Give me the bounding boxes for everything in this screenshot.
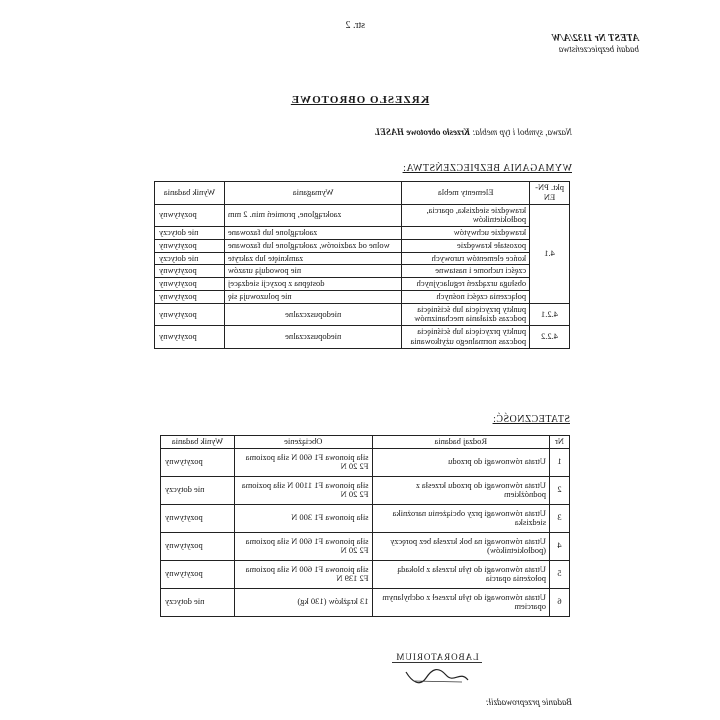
column-header: Wynik badania (161, 436, 235, 449)
table-row (161, 448, 570, 476)
result-cell: pozytywny (155, 290, 225, 303)
result-cell: nie dotyczy (155, 252, 225, 265)
requirement-cell: niedopuszczalne (224, 303, 401, 326)
safety-heading: WYMAGANIA BEZPIECZEŃSTWA: (402, 163, 572, 174)
table-row (155, 265, 570, 278)
result-cell: pozytywny (161, 448, 235, 476)
test-number-cell: 5 (550, 560, 570, 588)
requirement-cell: nie poluzowują się (224, 290, 401, 303)
requirement-cell: zaokrąglone lub fazowane (224, 227, 401, 240)
furniture-name-value: Krzesło obrotowe HASEL (374, 127, 470, 137)
load-cell: siła pionowa F1 600 N siła pozioma F2 20 N (234, 532, 372, 560)
requirement-cell: zamknięte lub zakryte (224, 252, 401, 265)
furniture-name-label: Nazwa, symbol i typ mebla: (472, 127, 572, 137)
clause-cell: 4.1 (530, 204, 570, 303)
column-header: Elementy mebla (402, 182, 530, 205)
table-row (155, 204, 570, 227)
test-number-cell: 3 (550, 504, 570, 532)
result-cell: pozytywny (161, 504, 235, 532)
result-cell: pozytywny (155, 265, 225, 278)
safety-requirements-table (154, 181, 570, 349)
table-header-row (155, 182, 570, 205)
table-row (155, 303, 570, 326)
requirement-cell: niedopuszczalne (224, 326, 401, 349)
test-type-cell: Utrata równowagi do przodu (372, 448, 550, 476)
table-header-row (161, 436, 570, 449)
requirement-cell: zaokrąglone, promień min. 2 mm (224, 204, 401, 227)
column-header: pkt. PN-EN (530, 182, 570, 205)
certificate-subtitle: badań bezpieczeństwa (558, 44, 639, 54)
result-cell: pozytywny (155, 278, 225, 291)
element-cell: krawędzie siedziska, oparcia, podłokietników (402, 204, 530, 227)
element-cell: krawędzie uchwytów (402, 227, 530, 240)
column-header: Wynik badania (155, 182, 225, 205)
result-cell: pozytywny (161, 560, 235, 588)
result-cell: nie dotyczy (161, 588, 235, 616)
table-row (155, 227, 570, 240)
clause-cell: 4.2.2 (530, 326, 570, 349)
certificate-number: ATEST Nr 1132/A/W (551, 33, 639, 44)
column-header: Obciążenie (234, 436, 372, 449)
result-cell: pozytywny (155, 303, 225, 326)
table-row (155, 239, 570, 252)
furniture-name-line (374, 127, 572, 137)
table-row (155, 290, 570, 303)
result-cell: pozytywny (155, 239, 225, 252)
load-cell: 13 krążków (130 kg) (234, 588, 372, 616)
test-number-cell: 2 (550, 476, 570, 504)
table-row (161, 560, 570, 588)
element-cell: punkty przycięcia lub ściśnięcia podczas normalnego użytkowania (402, 326, 530, 349)
load-cell: siła pionowa F1 1100 N siła pozioma F2 20 N (234, 476, 372, 504)
document-title: KRZESŁO OBROTOWE (290, 94, 430, 106)
stability-table (160, 435, 570, 617)
result-cell: nie dotyczy (161, 476, 235, 504)
element-cell: obsługa urządzeń regulacyjnych (402, 278, 530, 291)
test-type-cell: Utrata równowagi do tyłu krzeseł z odchylanym oparciem (372, 588, 550, 616)
column-header: Nr (550, 436, 570, 449)
table-row (155, 278, 570, 291)
result-cell: nie dotyczy (155, 227, 225, 240)
element-cell: punkty przycięcia lub ściśnięcia podczas działania mechanizmów (402, 303, 530, 326)
result-cell: pozytywny (155, 204, 225, 227)
performed-by-label: Badanie przeprowadził: (485, 697, 572, 707)
requirement-cell: dostępna z pozycji siedzącej (224, 278, 401, 291)
test-type-cell: Utrata równowagi przy obciążeniu narożnika siedziska (372, 504, 550, 532)
test-type-cell: Utrata równowagi do tyłu krzesła z blokadą położenia oparcia (372, 560, 550, 588)
element-cell: połączenia części nośnych (402, 290, 530, 303)
element-cell: pozostałe krawędzie (402, 239, 530, 252)
test-type-cell: Utrata równowagi do przodu krzesła z podnóżkiem (372, 476, 550, 504)
column-header: Wymagania (224, 182, 401, 205)
test-type-cell: Utrata równowagi na bok krzesła bez poręczy (podłokietników) (372, 532, 550, 560)
table-row (155, 326, 570, 349)
clause-cell: 4.2.1 (530, 303, 570, 326)
requirement-cell: nie powodują urazów (224, 265, 401, 278)
table-row (155, 252, 570, 265)
table-row (161, 532, 570, 560)
result-cell: pozytywny (155, 326, 225, 349)
signature-icon (402, 666, 472, 686)
table-row (161, 476, 570, 504)
result-cell: pozytywny (161, 532, 235, 560)
test-number-cell: 6 (550, 588, 570, 616)
load-cell: siła pionowa F1 300 N (234, 504, 372, 532)
page-number: str. 2 (345, 20, 365, 31)
laboratory-stamp: LABORATORIUM (392, 652, 482, 663)
test-number-cell: 4 (550, 532, 570, 560)
stability-heading: STATECZNOŚĆ: (492, 414, 570, 425)
test-number-cell: 1 (550, 448, 570, 476)
column-header: Rodzaj badania (372, 436, 550, 449)
table-row (161, 504, 570, 532)
element-cell: końce elementów rurowych (402, 252, 530, 265)
requirement-cell: wolne od zadziorów, zaokrąglone lub fazowane (224, 239, 401, 252)
load-cell: siła pionowa F1 600 N siła pozioma F2 139 N (234, 560, 372, 588)
table-row (161, 588, 570, 616)
element-cell: części ruchome i nastawne (402, 265, 530, 278)
load-cell: siła pionowa F1 600 N siła pozioma F2 20 N (234, 448, 372, 476)
